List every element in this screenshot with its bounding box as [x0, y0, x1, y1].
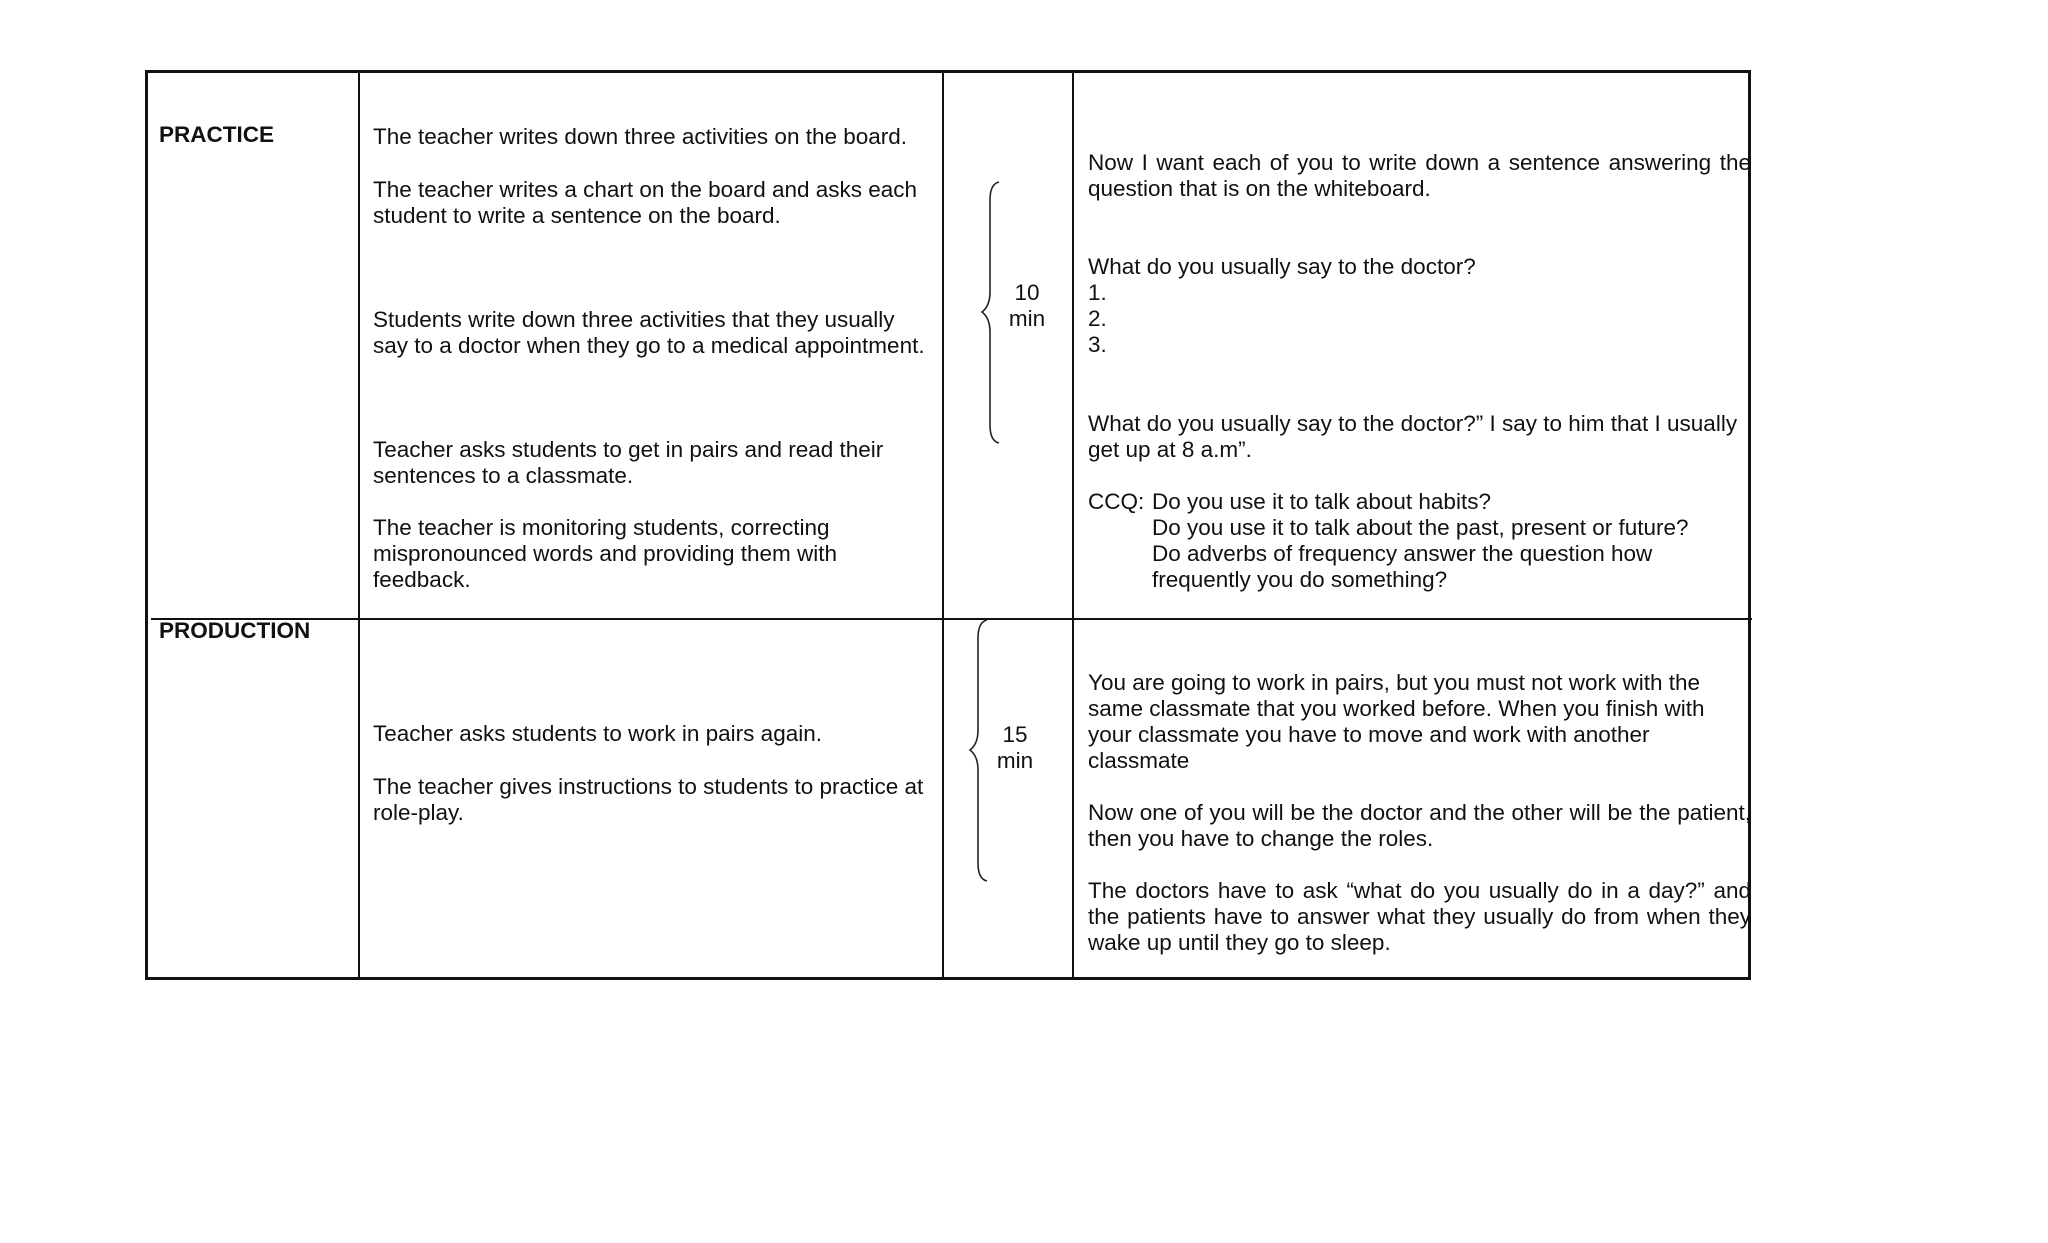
column-divider-time [1072, 70, 1074, 980]
row-divider [360, 618, 1752, 620]
practice-procedure-line: The teacher is monitoring students, correcting [373, 515, 830, 540]
ccq-question: Do you use it to talk about habits? [1152, 489, 1491, 514]
practice-procedure-line: student to write a sentence on the board. [373, 203, 781, 228]
stage-label-production: PRODUCTION [159, 618, 311, 643]
production-time-unit: min [996, 748, 1034, 773]
practice-example-line: What do you usually say to the doctor?” I say to him that I usually [1088, 411, 1738, 436]
practice-language-line: question that is on the whiteboard. [1088, 176, 1431, 201]
practice-question: What do you usually say to the doctor? [1088, 254, 1476, 279]
practice-time-number: 10 [1014, 280, 1040, 305]
production-time-number: 15 [1002, 722, 1028, 747]
production-language-line: then you have to change the roles. [1088, 826, 1434, 851]
production-language-line: your classmate you have to move and work with another [1088, 722, 1650, 747]
production-language-line: The doctors have to ask “what do you usually do in a day?” and [1088, 878, 1751, 903]
production-language-line: classmate [1088, 748, 1190, 773]
ccq-question: Do you use it to talk about the past, present or future? [1152, 515, 1689, 540]
column-divider-procedure [942, 70, 944, 980]
practice-list-item: 2. [1088, 306, 1107, 331]
stage-label-practice: PRACTICE [159, 122, 275, 147]
practice-procedure-line: feedback. [373, 567, 471, 592]
practice-list-item: 1. [1088, 280, 1107, 305]
practice-example-line: get up at 8 a.m”. [1088, 437, 1252, 462]
production-language-line: same classmate that you worked before. When you finish with [1088, 696, 1705, 721]
ccq-label: CCQ: [1088, 489, 1145, 514]
production-language-line: Now one of you will be the doctor and the other will be the patient, [1088, 800, 1751, 825]
ccq-question: Do adverbs of frequency answer the question how [1152, 541, 1653, 566]
ccq-question: frequently you do something? [1152, 567, 1448, 592]
practice-procedure-line: Teacher asks students to get in pairs and read their [373, 437, 884, 462]
practice-language-line: Now I want each of you to write down a sentence answering the [1088, 150, 1751, 175]
production-procedure-line: role-play. [373, 800, 464, 825]
production-procedure-line: Teacher asks students to work in pairs again. [373, 721, 822, 746]
production-language-line: the patients have to answer what they usually do from when they [1088, 904, 1751, 929]
practice-list-item: 3. [1088, 332, 1107, 357]
practice-procedure-line: The teacher writes a chart on the board and asks each [373, 177, 918, 202]
production-language-line: wake up until they go to sleep. [1088, 930, 1391, 955]
production-time-brace [968, 618, 992, 883]
column-divider-stage [358, 70, 360, 980]
practice-procedure-line: mispronounced words and providing them with [373, 541, 837, 566]
practice-procedure-line: sentences to a classmate. [373, 463, 634, 488]
practice-time-brace [980, 180, 1004, 445]
practice-procedure-line: say to a doctor when they go to a medical appointment. [373, 333, 925, 358]
production-procedure-line: The teacher gives instructions to students to practice at [373, 774, 924, 799]
practice-time-unit: min [1008, 306, 1046, 331]
practice-procedure-line: The teacher writes down three activities on the board. [373, 124, 908, 149]
practice-procedure-line: Students write down three activities that they usually [373, 307, 895, 332]
production-language-line: You are going to work in pairs, but you must not work with the [1088, 670, 1700, 695]
